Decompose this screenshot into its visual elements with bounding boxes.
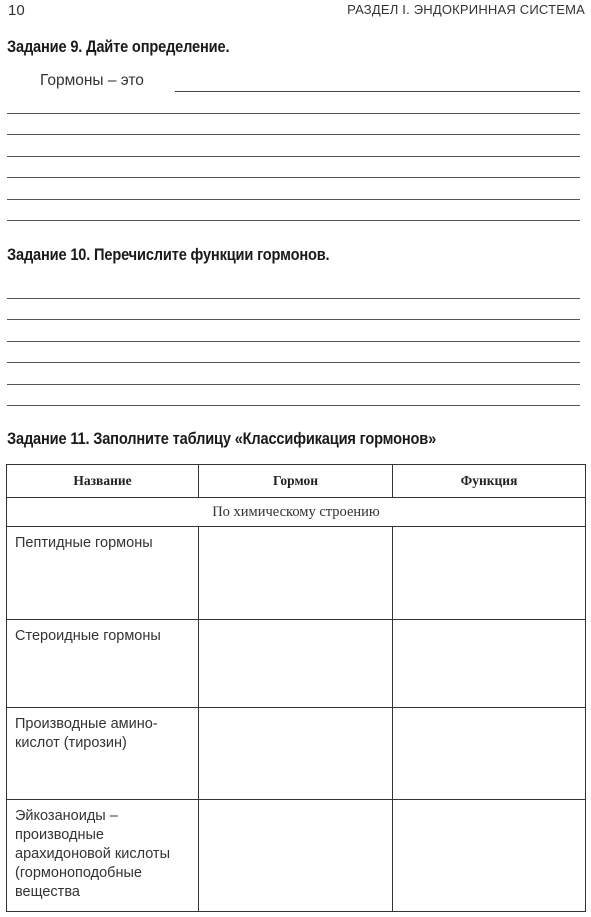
definition-row (40, 72, 580, 92)
row-name: Пептидные гормоны (7, 527, 199, 620)
task-9-answer-line[interactable] (7, 156, 580, 157)
function-cell[interactable] (393, 620, 586, 708)
task-10-answer-line[interactable] (7, 341, 580, 342)
task-10-answer-line[interactable] (7, 298, 580, 299)
hormone-cell[interactable] (199, 620, 393, 708)
table-row (7, 800, 586, 912)
definition-term: Гормоны – это (40, 72, 144, 89)
row-name: Стероидные гормоны (7, 620, 199, 708)
task-10-answer-line[interactable] (7, 384, 580, 385)
table-row (7, 527, 586, 620)
task-9-title: Задание 9. Дайте определение. (7, 37, 230, 56)
task-9-answer-line[interactable] (7, 113, 580, 114)
task-9-answer-line[interactable] (7, 199, 580, 200)
table-row (7, 620, 586, 708)
table-header-row (7, 465, 586, 498)
page-number: 10 (8, 2, 25, 19)
hormone-cell[interactable] (199, 800, 393, 912)
task-9-answer-line[interactable] (7, 134, 580, 135)
task-10-answer-line[interactable] (7, 319, 580, 320)
running-head: РАЗДЕЛ I. ЭНДОКРИННАЯ СИСТЕМА (347, 2, 585, 17)
group-label: По химическому строению (7, 498, 586, 527)
task-10-answer-line[interactable] (7, 362, 580, 363)
column-header-name: Название (7, 465, 199, 498)
function-cell[interactable] (393, 527, 586, 620)
task-10-answer-line[interactable] (7, 405, 580, 406)
column-header-hormone: Гормон (199, 465, 393, 498)
task-9-answer-line[interactable] (7, 220, 580, 221)
function-cell[interactable] (393, 800, 586, 912)
hormone-cell[interactable] (199, 708, 393, 800)
task-9-answer-line[interactable] (7, 177, 580, 178)
definition-answer-line[interactable] (175, 91, 580, 92)
row-name: Производные амино- кислот (тирозин) (7, 708, 199, 800)
classification-table (6, 464, 586, 912)
row-name: Эйкозаноиды – производные арахидоновой кислоты (гормоноподобные вещества (7, 800, 199, 912)
hormone-cell[interactable] (199, 527, 393, 620)
task-11-title: Задание 11. Заполните таблицу «Классификация гормонов» (7, 429, 437, 448)
column-header-function: Функция (393, 465, 586, 498)
table-row (7, 708, 586, 800)
table-group-row (7, 498, 586, 527)
task-10-title: Задание 10. Перечислите функции гормонов. (7, 245, 330, 264)
function-cell[interactable] (393, 708, 586, 800)
